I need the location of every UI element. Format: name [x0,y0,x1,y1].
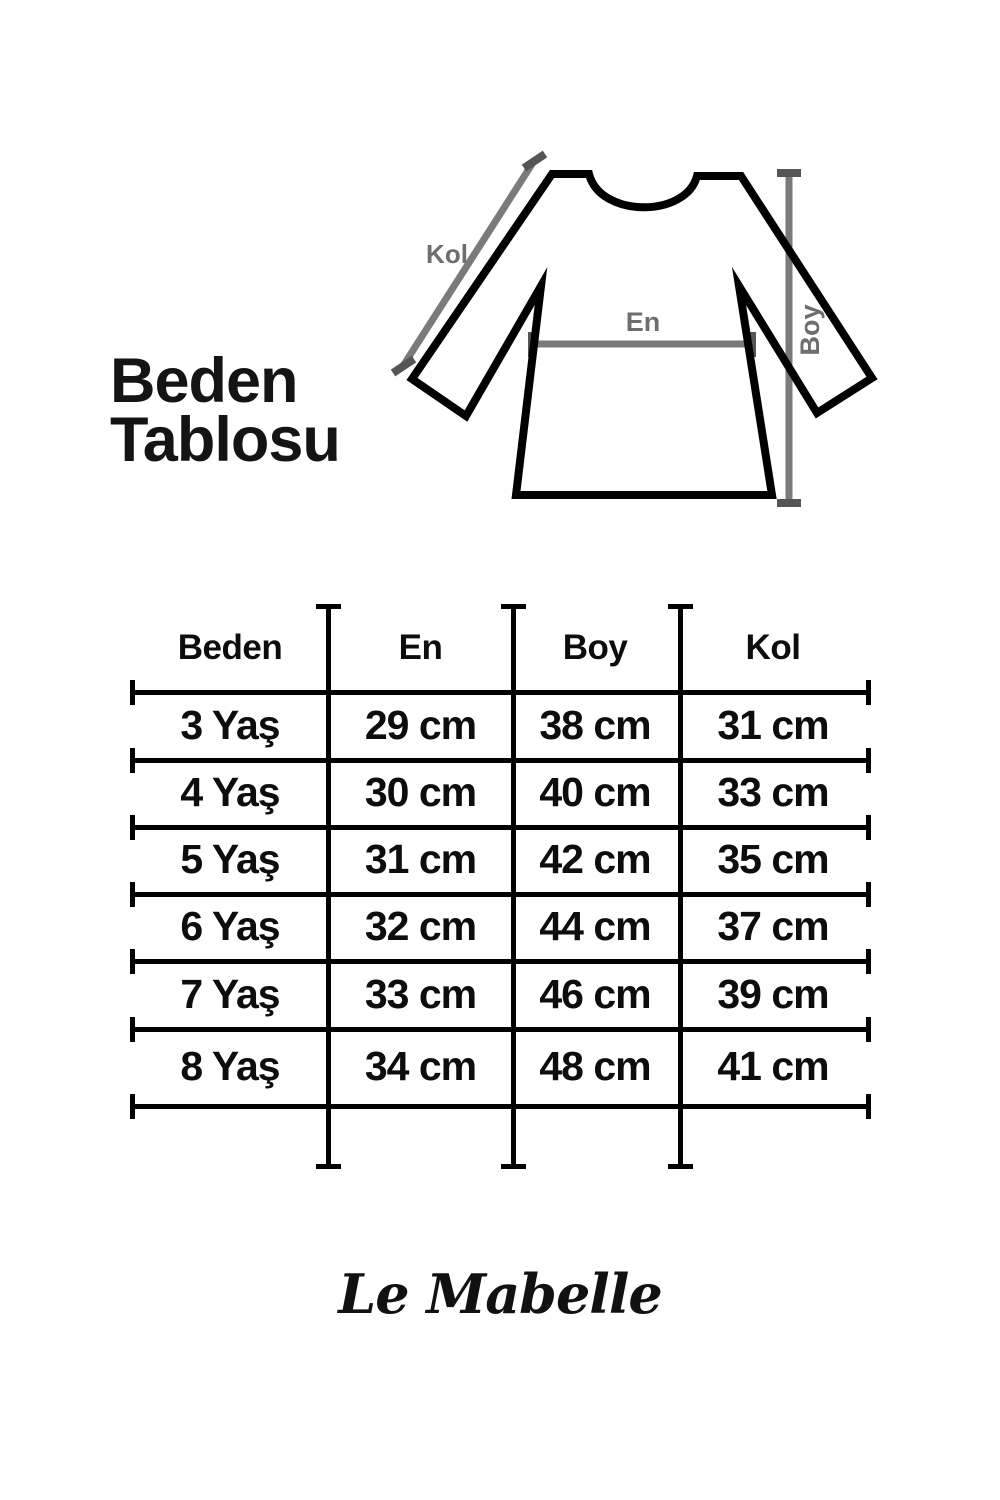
page-title-line1: Beden [110,346,298,416]
cell-kol: 41 cm [717,1043,829,1089]
cell-kol: 37 cm [717,903,829,949]
cell-kol: 39 cm [717,970,829,1017]
cell-size: 6 Yaş [180,903,280,949]
page-title-line2: Tablosu [110,404,340,475]
cell-kol: 33 cm [717,769,829,815]
page-title [110,346,340,475]
cell-en: 31 cm [364,836,477,882]
cell-size: 8 Yaş [180,1043,280,1089]
cell-kol: 35 cm [717,836,829,882]
cell-size: 7 Yaş [180,970,280,1017]
header-cell-beden: Beden [177,628,283,667]
cell-boy: 44 cm [539,903,651,949]
cell-en: 34 cm [364,1043,477,1089]
shirt-diagram [380,135,900,520]
header-cell-en: En [398,628,443,667]
table-header-row [132,606,869,690]
cell-size: 5 Yaş [180,836,280,882]
cell-en: 30 cm [364,769,477,815]
cell-size: 3 Yaş [180,701,280,748]
cell-boy: 38 cm [539,701,651,748]
cell-boy: 40 cm [539,769,651,815]
table-row [132,1029,869,1104]
brand-logo: Le Mabelle [338,1262,662,1326]
header-cell-boy: Boy [562,628,628,667]
cell-size: 4 Yaş [180,769,280,815]
cell-boy: 48 cm [539,1043,651,1089]
table-row [132,894,869,959]
table-row [132,961,869,1027]
table-row [132,827,869,892]
cell-en: 32 cm [364,903,477,949]
table-row [132,692,869,758]
cell-boy: 42 cm [539,836,651,882]
header-cell-kol: Kol [745,628,801,667]
cell-boy: 46 cm [539,970,651,1017]
width-label: En [625,307,661,337]
cell-en: 33 cm [364,970,477,1017]
table-hline [132,1104,869,1109]
sleeve-label: Kol [426,239,468,269]
cell-en: 29 cm [364,701,477,748]
cell-kol: 31 cm [717,701,829,748]
table-row [132,760,869,825]
length-label: Boy [795,304,825,356]
